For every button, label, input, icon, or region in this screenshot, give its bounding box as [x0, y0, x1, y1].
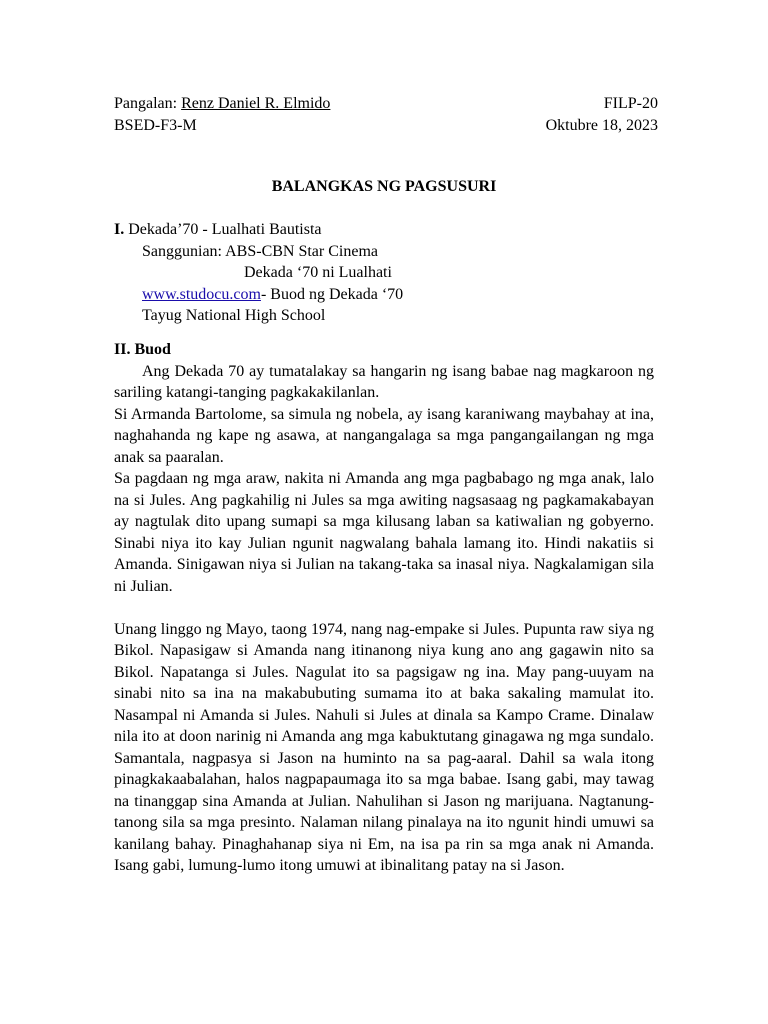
name-label: Pangalan: [114, 95, 178, 112]
source-link[interactable]: www.studocu.com [142, 285, 261, 303]
summary-paragraph: Si Armanda Bartolome, sa simula ng nobela, ay isang karaniwang maybahay at ina, naghahanda ng kape ng asawa, at nangangalaga sa mga pangangailangan ng mga anak sa paaralan. [114, 405, 654, 466]
document-date: Oktubre 18, 2023 [545, 116, 658, 134]
section-2 [114, 339, 654, 877]
source-item-2: Dekada ‘70 ni Lualhati [244, 264, 392, 281]
section-1-heading [114, 219, 654, 241]
student-name: Renz Daniel R. Elmido [181, 95, 331, 112]
document-title: BALANGKAS NG PAGSUSURI [271, 178, 497, 195]
source-item-3 [114, 284, 654, 306]
section-1-title: Dekada’70 - Lualhati Bautista [128, 221, 322, 238]
header-left [114, 93, 330, 136]
summary-body [114, 361, 654, 877]
class-section: BSED-F3-M [114, 116, 197, 134]
summary-paragraph: Sa pagdaan ng mga araw, nakita ni Amanda ang mga pagbabago ng mga anak, lalo na si Jules. Ang pagkahilig ni Jules sa mga awiting nagsasaag ng pagkamakabayan ay nagtulak dito upang sumapi sa mga kilusang laban sa katiwalian ng gobyerno. Sinabi niya ito kay Julian ngunit nagwalang bahala lamang ito. Hindi nakatiis si Amanda. Sinigawan niya si Julian na takang-taka sa inasal niya. Nagkalamigan sila ni Julian. [114, 470, 654, 595]
summary-paragraph: Unang linggo ng Mayo, taong 1974, nang nag-empake si Jules. Pupunta raw siya ng Bikol. Napasigaw si Amanda nang itinanong niya kung ano ang gagawin nito sa Bikol. Napatanga si Jules. Nagulat ito sa pagsigaw ng ina. May pang-uuyam na sinabi nito sa ina na makabubuting sumama ito at baka sakaling mamulat ito. Nasampal ni Amanda si Jules. Nahuli si Jules at dinala sa Kampo Crame. Dinalaw nila ito at doon narinig ni Amanda ang mga kabuktutang ginagawa ng mga sundalo. Samantala, nagpasya si Jason na huminto na sa pag-aaral. Dahil sa wala itong pinagkakaabalahan, halos nagpapaumaga ito sa mga babae. Isang gabi, may tawag na tinanggap sina Amanda at Julian. Nahulihan si Jason ng marijuana. Nagtanung-tanong sila sa mga presinto. Nalaman nilang pinalaya na ito ngunit hindi umuwi sa kanilang bahay. Pinaghahanap siya ni Em, na isa pa rin sa mga anak ni Amanda. Isang gabi, lumung-lumo itong umuwi at ibinalitang patay na si Jason. [114, 620, 654, 874]
section-1-number: I. [114, 221, 125, 238]
summary-paragraph: Ang Dekada 70 ay tumatalakay sa hangarin ng isang babae nag magkaroon ng sariling katangi-tanging pagkakakilanlan. [114, 362, 654, 401]
section-2-heading: II. Buod [114, 341, 171, 358]
source-link-suffix: - Buod ng Dekada ‘70 [260, 285, 404, 303]
sources-label: Sanggunian: ABS-CBN Star Cinema [142, 242, 378, 260]
section-1 [114, 219, 654, 327]
header-right [518, 93, 658, 136]
course-code: FILP-20 [603, 95, 658, 112]
name-line [114, 93, 330, 115]
source-item-4: Tayug National High School [142, 307, 326, 324]
